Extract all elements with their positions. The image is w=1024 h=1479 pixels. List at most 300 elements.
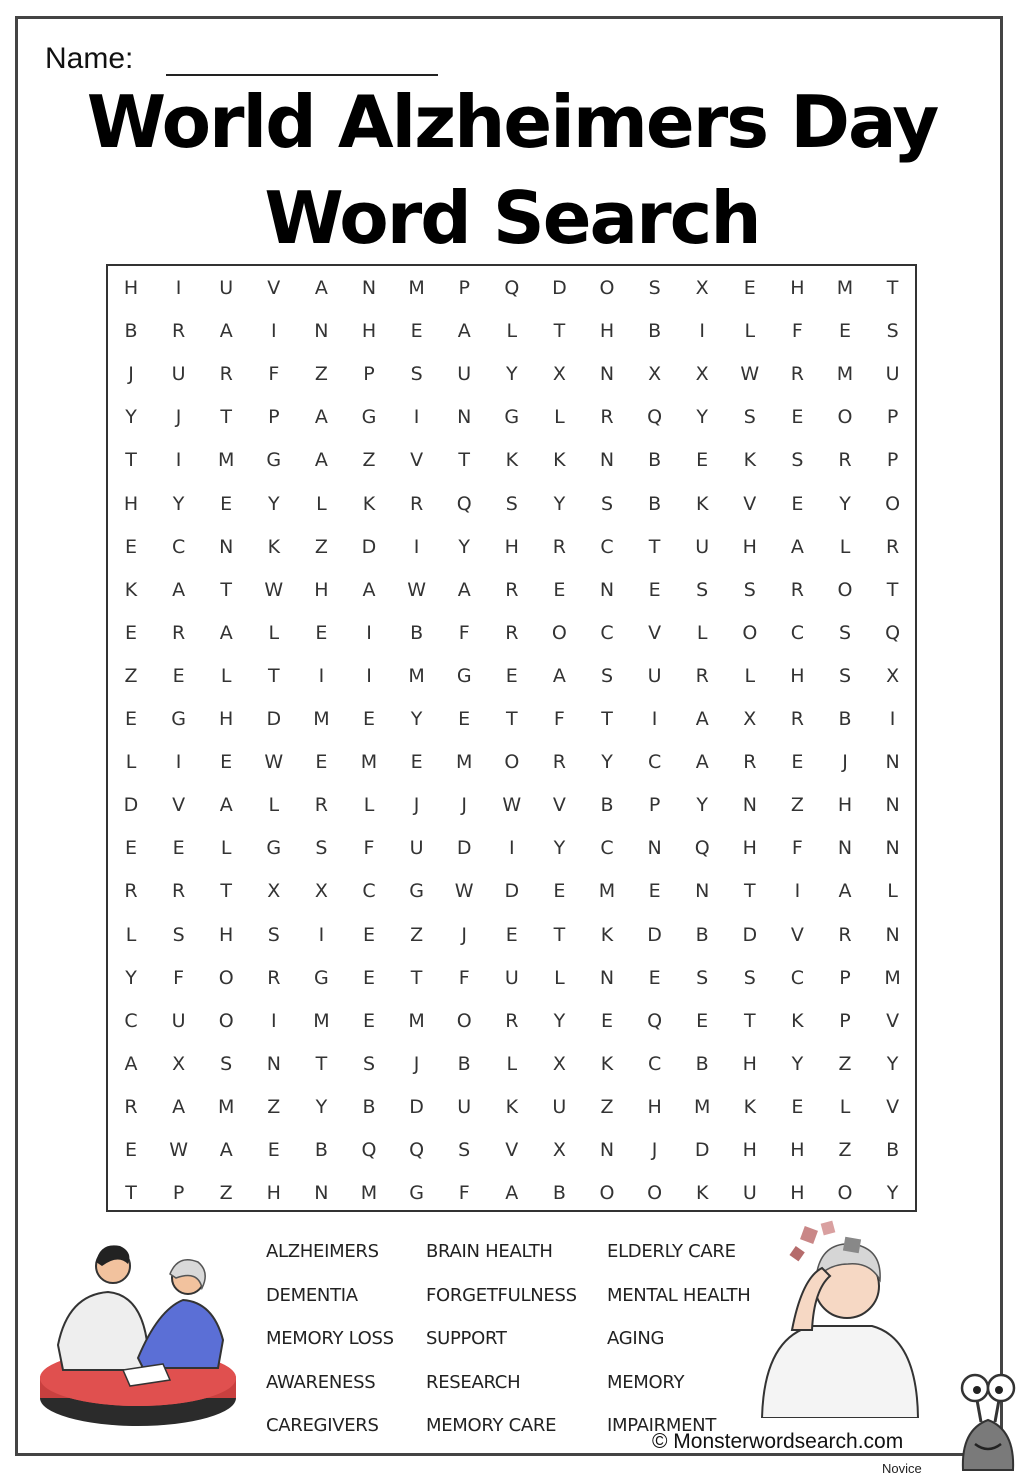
grid-letter[interactable]: E (553, 578, 566, 601)
grid-letter[interactable]: R (505, 621, 519, 644)
grid-letter[interactable]: V (743, 492, 757, 515)
grid-letter[interactable]: S (743, 406, 756, 429)
grid-letter[interactable]: S (743, 966, 756, 989)
grid-letter[interactable]: S (220, 1052, 233, 1075)
grid-letter[interactable]: K (743, 449, 757, 472)
grid-letter[interactable]: I (508, 837, 515, 860)
grid-letter[interactable]: M (693, 1095, 711, 1118)
grid-letter[interactable]: B (457, 1052, 471, 1075)
grid-letter[interactable]: S (410, 363, 423, 386)
grid-letter[interactable]: X (172, 1052, 186, 1075)
grid-letter[interactable]: E (648, 966, 661, 989)
grid-letter[interactable]: H (742, 535, 757, 558)
grid-letter[interactable]: B (410, 621, 424, 644)
grid-letter[interactable]: U (504, 966, 519, 989)
grid-letter[interactable]: Q (647, 1009, 663, 1032)
grid-letter[interactable]: R (314, 794, 328, 817)
grid-letter[interactable]: D (647, 923, 662, 946)
grid-letter[interactable]: S (791, 449, 804, 472)
grid-letter[interactable]: L (554, 406, 565, 429)
grid-letter[interactable]: A (362, 578, 376, 601)
grid-letter[interactable]: X (695, 363, 709, 386)
grid-letter[interactable]: N (599, 1139, 615, 1161)
grid-letter[interactable]: E (124, 621, 137, 644)
grid-letter[interactable]: S (648, 277, 661, 299)
grid-letter[interactable]: T (648, 535, 661, 558)
grid-letter[interactable]: C (600, 837, 614, 860)
grid-letter[interactable]: C (600, 535, 614, 558)
grid-letter[interactable]: U (171, 363, 186, 386)
grid-letter[interactable]: J (128, 363, 134, 386)
grid-letter[interactable]: S (362, 1052, 376, 1075)
grid-letter[interactable]: Z (600, 1095, 614, 1118)
grid-letter[interactable]: U (647, 664, 662, 687)
grid-letter[interactable]: G (171, 708, 186, 730)
grid-letter[interactable]: L (744, 320, 756, 343)
grid-letter[interactable]: Z (314, 535, 328, 558)
grid-letter[interactable]: H (123, 492, 139, 515)
grid-letter[interactable]: J (461, 923, 467, 946)
grid-letter[interactable]: P (458, 277, 470, 299)
grid-letter[interactable]: N (885, 794, 900, 817)
grid-letter[interactable]: E (600, 1009, 613, 1032)
grid-letter[interactable]: E (505, 664, 518, 687)
grid-letter[interactable]: E (505, 923, 518, 946)
grid-letter[interactable]: E (696, 449, 709, 472)
grid-letter[interactable]: S (505, 492, 518, 515)
grid-letter[interactable]: I (651, 708, 658, 730)
grid-letter[interactable]: Y (696, 794, 708, 817)
grid-letter[interactable]: X (886, 664, 900, 687)
grid-letter[interactable]: H (742, 1139, 757, 1161)
grid-letter[interactable]: L (363, 794, 375, 817)
grid-letter[interactable]: A (314, 406, 328, 429)
grid-letter[interactable]: O (885, 492, 901, 515)
grid-letter[interactable]: K (743, 1095, 757, 1118)
grid-letter[interactable]: G (409, 880, 424, 903)
grid-letter[interactable]: H (790, 277, 805, 299)
grid-letter[interactable]: V (172, 794, 186, 817)
grid-letter[interactable]: A (790, 535, 804, 558)
grid-letter[interactable]: P (839, 1009, 851, 1032)
grid-letter[interactable]: T (553, 923, 566, 946)
grid-letter[interactable]: R (267, 966, 281, 989)
grid-letter[interactable]: M (408, 664, 425, 687)
grid-letter[interactable]: O (599, 1182, 615, 1205)
grid-letter[interactable]: O (837, 578, 853, 601)
grid-letter[interactable]: L (268, 621, 280, 644)
grid-letter[interactable]: E (838, 320, 851, 343)
grid-letter[interactable]: U (742, 1182, 757, 1205)
grid-letter[interactable]: P (886, 406, 899, 429)
grid-letter[interactable]: J (175, 406, 182, 429)
grid-letter[interactable]: R (695, 664, 709, 687)
grid-letter[interactable]: M (313, 1009, 330, 1032)
grid-letter[interactable]: S (743, 578, 756, 601)
grid-letter[interactable]: L (554, 966, 565, 989)
grid-letter[interactable]: K (695, 492, 709, 515)
grid-letter[interactable]: S (838, 621, 852, 644)
grid-letter[interactable]: H (123, 277, 139, 299)
grid-letter[interactable]: R (838, 449, 852, 472)
grid-letter[interactable]: R (409, 492, 424, 515)
grid-letter[interactable]: I (175, 277, 182, 299)
grid-letter[interactable]: Y (125, 406, 137, 429)
grid-letter[interactable]: D (266, 708, 282, 730)
grid-letter[interactable]: L (696, 621, 708, 644)
grid-letter[interactable]: V (790, 923, 804, 946)
grid-letter[interactable]: E (648, 880, 661, 903)
grid-letter[interactable]: Y (125, 966, 137, 989)
grid-letter[interactable]: N (266, 1052, 281, 1075)
grid-letter[interactable]: Y (553, 1009, 566, 1032)
grid-letter[interactable]: A (457, 578, 471, 601)
grid-letter[interactable]: I (413, 406, 420, 429)
grid-letter[interactable]: Z (838, 1139, 852, 1161)
grid-letter[interactable]: B (648, 449, 662, 472)
grid-letter[interactable]: O (742, 621, 758, 644)
grid-letter[interactable]: F (553, 708, 565, 730)
grid-letter[interactable]: R (171, 621, 186, 644)
grid-letter[interactable]: E (791, 492, 804, 515)
grid-letter[interactable]: S (267, 923, 280, 946)
grid-letter[interactable]: E (648, 578, 661, 601)
grid-letter[interactable]: R (505, 578, 519, 601)
grid-letter[interactable]: Q (647, 406, 663, 429)
grid-letter[interactable]: T (553, 320, 566, 343)
grid-letter[interactable]: U (885, 363, 900, 386)
grid-letter[interactable]: C (362, 880, 376, 903)
grid-letter[interactable]: A (695, 708, 709, 730)
grid-letter[interactable]: O (647, 1182, 663, 1205)
grid-letter[interactable]: V (648, 621, 662, 644)
grid-letter[interactable]: T (220, 880, 232, 903)
grid-letter[interactable]: Y (791, 1052, 804, 1075)
grid-letter[interactable]: S (696, 966, 709, 989)
grid-letter[interactable]: V (505, 1139, 519, 1161)
grid-letter[interactable]: W (407, 578, 426, 601)
grid-letter[interactable]: E (696, 1009, 709, 1032)
grid-letter[interactable]: V (886, 1009, 900, 1032)
grid-letter[interactable]: J (461, 794, 467, 817)
grid-letter[interactable]: A (314, 277, 328, 299)
grid-letter[interactable]: I (270, 320, 277, 343)
grid-letter[interactable]: K (505, 1095, 519, 1118)
grid-letter[interactable]: N (742, 794, 757, 817)
grid-letter[interactable]: T (125, 1182, 137, 1205)
grid-letter[interactable]: O (837, 406, 853, 429)
grid-letter[interactable]: Z (314, 363, 328, 386)
grid-letter[interactable]: A (219, 621, 233, 644)
grid-letter[interactable]: I (270, 1009, 277, 1032)
grid-letter[interactable]: K (791, 1009, 804, 1032)
grid-letter[interactable]: T (267, 664, 280, 687)
grid-letter[interactable]: E (791, 406, 804, 429)
grid-letter[interactable]: T (601, 708, 613, 730)
grid-letter[interactable]: G (456, 664, 472, 687)
grid-letter[interactable]: W (502, 794, 522, 817)
grid-letter[interactable]: R (505, 1009, 519, 1032)
grid-letter[interactable]: E (220, 751, 233, 774)
grid-letter[interactable]: T (125, 449, 137, 472)
grid-letter[interactable]: U (552, 1095, 567, 1118)
grid-letter[interactable]: E (410, 751, 423, 774)
grid-letter[interactable]: I (175, 449, 182, 472)
grid-letter[interactable]: W (264, 578, 284, 601)
grid-letter[interactable]: M (408, 277, 425, 299)
grid-letter[interactable]: K (600, 923, 614, 946)
grid-letter[interactable]: N (599, 966, 615, 989)
grid-letter[interactable]: U (171, 1009, 186, 1032)
grid-letter[interactable]: H (504, 535, 519, 558)
grid-letter[interactable]: H (742, 837, 757, 860)
grid-letter[interactable]: X (552, 363, 566, 386)
grid-letter[interactable]: E (362, 708, 375, 730)
grid-letter[interactable]: M (313, 708, 330, 730)
grid-letter[interactable]: R (124, 1095, 138, 1118)
grid-letter[interactable]: K (362, 492, 376, 515)
grid-letter[interactable]: M (455, 751, 473, 774)
grid-letter[interactable]: P (839, 966, 851, 989)
grid-letter[interactable]: T (886, 277, 899, 299)
grid-letter[interactable]: A (172, 578, 186, 601)
grid-letter[interactable]: N (695, 880, 710, 903)
grid-letter[interactable]: G (409, 1182, 424, 1205)
grid-letter[interactable]: B (124, 320, 138, 343)
grid-letter[interactable]: R (171, 880, 186, 903)
grid-letter[interactable]: A (838, 880, 852, 903)
grid-letter[interactable]: G (266, 837, 282, 860)
grid-letter[interactable]: T (743, 1009, 756, 1032)
grid-letter[interactable]: B (695, 1052, 709, 1075)
grid-letter[interactable]: B (552, 1182, 566, 1205)
grid-letter[interactable]: B (600, 794, 614, 817)
grid-letter[interactable]: Z (410, 923, 424, 946)
grid-letter[interactable]: E (458, 708, 471, 730)
grid-letter[interactable]: W (454, 880, 474, 903)
grid-letter[interactable]: A (505, 1182, 519, 1205)
grid-letter[interactable]: K (600, 1052, 614, 1075)
grid-letter[interactable]: U (695, 535, 710, 558)
grid-letter[interactable]: S (315, 837, 328, 860)
grid-letter[interactable]: D (456, 837, 472, 860)
grid-letter[interactable]: L (506, 320, 518, 343)
grid-letter[interactable]: G (504, 406, 520, 429)
grid-letter[interactable]: R (552, 535, 566, 558)
grid-letter[interactable]: L (220, 664, 232, 687)
grid-letter[interactable]: A (552, 664, 566, 687)
grid-letter[interactable]: K (553, 449, 566, 472)
grid-letter[interactable]: N (599, 363, 615, 386)
grid-letter[interactable]: A (219, 794, 233, 817)
grid-letter[interactable]: W (264, 751, 284, 774)
grid-letter[interactable]: H (742, 1052, 757, 1075)
grid-letter[interactable]: P (648, 794, 661, 817)
grid-letter[interactable]: P (172, 1182, 185, 1205)
grid-letter[interactable]: A (314, 449, 328, 472)
grid-letter[interactable]: U (457, 363, 472, 386)
grid-letter[interactable]: I (699, 320, 705, 343)
grid-letter[interactable]: C (790, 621, 805, 644)
grid-letter[interactable]: F (268, 363, 280, 386)
grid-letter[interactable]: H (790, 1182, 805, 1205)
grid-letter[interactable]: G (361, 406, 377, 429)
grid-letter[interactable]: J (842, 751, 848, 774)
grid-letter[interactable]: B (314, 1139, 328, 1161)
grid-letter[interactable]: D (694, 1139, 710, 1161)
grid-letter[interactable]: Y (886, 1182, 899, 1205)
grid-letter[interactable]: Z (267, 1095, 281, 1118)
grid-letter[interactable]: T (220, 406, 232, 429)
grid-letter[interactable]: F (458, 966, 470, 989)
grid-letter[interactable]: N (457, 406, 472, 429)
grid-letter[interactable]: Y (696, 406, 708, 429)
grid-letter[interactable]: E (172, 664, 185, 687)
grid-letter[interactable]: Y (458, 535, 470, 558)
grid-letter[interactable]: H (266, 1182, 281, 1205)
grid-letter[interactable]: O (456, 1009, 472, 1032)
grid-letter[interactable]: F (363, 837, 375, 860)
grid-letter[interactable]: H (837, 794, 853, 817)
grid-letter[interactable]: S (838, 664, 852, 687)
grid-letter[interactable]: K (267, 535, 281, 558)
grid-letter[interactable]: L (506, 1052, 518, 1075)
grid-letter[interactable]: R (743, 751, 757, 774)
grid-letter[interactable]: R (790, 578, 804, 601)
grid-letter[interactable]: Y (172, 492, 185, 515)
grid-letter[interactable]: Y (601, 751, 613, 774)
grid-letter[interactable]: L (220, 837, 232, 860)
grid-letter[interactable]: C (124, 1009, 138, 1032)
grid-letter[interactable]: P (363, 363, 375, 386)
grid-letter[interactable]: T (410, 966, 423, 989)
grid-letter[interactable]: V (410, 449, 424, 472)
grid-letter[interactable]: Z (362, 449, 376, 472)
grid-letter[interactable]: E (362, 923, 375, 946)
grid-letter[interactable]: A (172, 1095, 186, 1118)
grid-letter[interactable]: E (267, 1139, 280, 1161)
grid-letter[interactable]: E (553, 880, 566, 903)
grid-letter[interactable]: Y (410, 708, 423, 730)
grid-letter[interactable]: J (651, 1139, 658, 1161)
grid-letter[interactable]: T (458, 449, 470, 472)
grid-letter[interactable]: S (886, 320, 899, 343)
grid-letter[interactable]: N (647, 837, 662, 860)
grid-letter[interactable]: A (219, 320, 233, 343)
grid-letter[interactable]: E (410, 320, 423, 343)
grid-letter[interactable]: O (218, 966, 234, 989)
grid-letter[interactable]: Y (886, 1052, 899, 1075)
grid-letter[interactable]: R (219, 363, 233, 386)
grid-letter[interactable]: J (413, 794, 420, 817)
grid-letter[interactable]: D (361, 535, 377, 558)
grid-letter[interactable]: R (838, 923, 852, 946)
grid-letter[interactable]: S (172, 923, 185, 946)
grid-letter[interactable]: X (743, 708, 757, 730)
grid-letter[interactable]: W (169, 1139, 188, 1161)
grid-letter[interactable]: A (457, 320, 471, 343)
grid-letter[interactable]: S (696, 578, 709, 601)
grid-letter[interactable]: N (599, 578, 615, 601)
grid-letter[interactable]: H (599, 320, 615, 343)
grid-letter[interactable]: C (790, 966, 805, 989)
grid-letter[interactable]: L (268, 794, 280, 817)
grid-letter[interactable]: T (505, 708, 518, 730)
grid-letter[interactable]: Q (694, 837, 710, 860)
grid-letter[interactable]: E (362, 1009, 375, 1032)
grid-letter[interactable]: V (552, 794, 566, 817)
grid-letter[interactable]: Y (505, 363, 518, 386)
grid-letter[interactable]: E (362, 966, 375, 989)
grid-letter[interactable]: T (315, 1052, 328, 1075)
grid-letter[interactable]: D (552, 277, 567, 299)
grid-letter[interactable]: L (125, 751, 137, 774)
grid-letter[interactable]: D (742, 923, 758, 946)
grid-letter[interactable]: C (647, 751, 662, 774)
grid-letter[interactable]: O (551, 621, 567, 644)
grid-letter[interactable]: S (600, 664, 614, 687)
grid-letter[interactable]: R (790, 708, 804, 730)
grid-letter[interactable]: Q (504, 277, 520, 299)
grid-letter[interactable]: A (219, 1139, 233, 1161)
grid-letter[interactable]: R (552, 751, 566, 774)
grid-letter[interactable]: N (885, 837, 900, 860)
grid-letter[interactable]: L (125, 923, 137, 946)
grid-letter[interactable]: R (885, 535, 900, 558)
grid-letter[interactable]: E (124, 1139, 137, 1161)
grid-letter[interactable]: T (743, 880, 756, 903)
grid-letter[interactable]: Z (838, 1052, 852, 1075)
grid-letter[interactable]: F (458, 621, 470, 644)
grid-letter[interactable]: L (316, 492, 327, 515)
grid-letter[interactable]: D (123, 794, 139, 817)
grid-letter[interactable]: M (836, 363, 854, 386)
grid-letter[interactable]: F (791, 320, 803, 343)
grid-letter[interactable]: M (884, 966, 901, 989)
grid-letter[interactable]: N (599, 449, 615, 472)
grid-letter[interactable]: N (885, 923, 900, 946)
grid-letter[interactable]: I (318, 664, 325, 687)
grid-letter[interactable]: B (838, 708, 852, 730)
grid-letter[interactable]: H (219, 708, 234, 730)
grid-letter[interactable]: C (171, 535, 186, 558)
grid-letter[interactable]: Q (456, 492, 472, 515)
grid-letter[interactable]: I (889, 708, 896, 730)
grid-letter[interactable]: Y (553, 837, 566, 860)
grid-letter[interactable]: F (458, 1182, 470, 1205)
grid-letter[interactable]: U (457, 1095, 472, 1118)
grid-letter[interactable]: E (315, 621, 328, 644)
grid-letter[interactable]: N (314, 320, 329, 343)
grid-letter[interactable]: G (266, 449, 282, 472)
grid-letter[interactable]: T (220, 578, 232, 601)
name-line[interactable] (166, 74, 438, 76)
grid-letter[interactable]: E (315, 751, 328, 774)
grid-letter[interactable]: H (219, 923, 234, 946)
grid-letter[interactable]: A (124, 1052, 138, 1075)
grid-letter[interactable]: Q (361, 1139, 377, 1161)
grid-letter[interactable]: G (314, 966, 329, 989)
grid-letter[interactable]: H (314, 578, 329, 601)
grid-letter[interactable]: R (600, 406, 614, 429)
grid-letter[interactable]: J (413, 1052, 420, 1075)
grid-letter[interactable]: P (268, 406, 280, 429)
grid-letter[interactable]: F (791, 837, 803, 860)
grid-letter[interactable]: E (791, 1095, 804, 1118)
grid-letter[interactable]: C (600, 621, 614, 644)
grid-letter[interactable]: I (413, 535, 420, 558)
grid-letter[interactable]: Z (124, 664, 138, 687)
